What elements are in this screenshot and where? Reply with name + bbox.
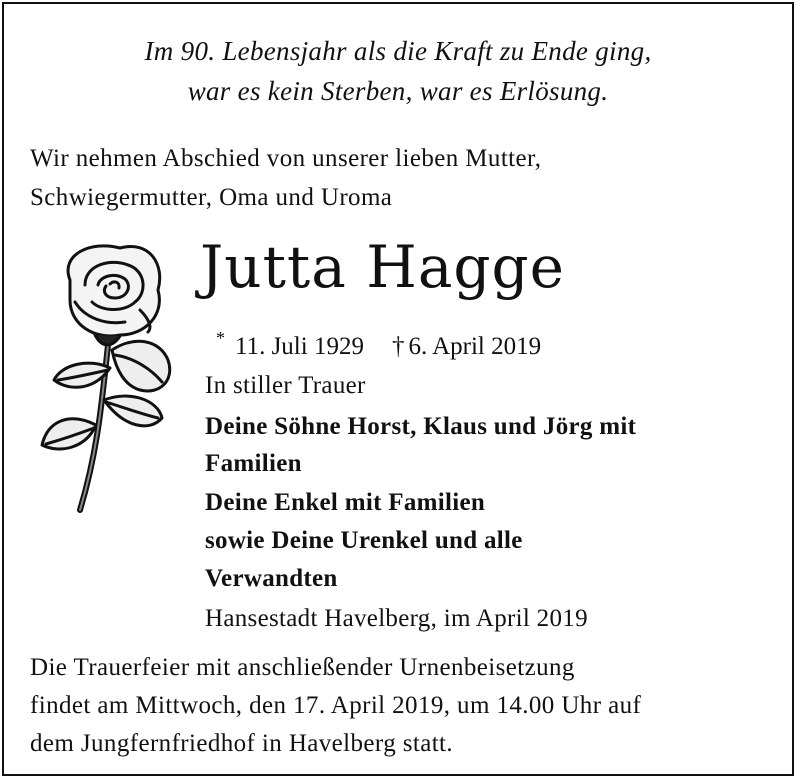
mourners-line-3: Deine Enkel mit Familien [205, 489, 486, 516]
life-dates [216, 328, 541, 361]
place-date: Hansestadt Havelberg, im April 2019 [205, 605, 588, 632]
birth-symbol: * [216, 328, 225, 348]
mourners-line-5: Verwandten [205, 565, 338, 592]
mourners-line-1: Deine Söhne Horst, Klaus und Jörg mit [205, 413, 637, 440]
death-date: 6. April 2019 [408, 333, 542, 360]
intro-line-1: Wir nehmen Abschied von unserer lieben Mutter, [30, 145, 542, 172]
birth-date: 11. Juli 1929 [235, 333, 364, 360]
service-line-1: Die Trauerfeier mit anschließender Urnenbeisetzung [30, 654, 575, 681]
mourning-heading: In stiller Trauer [205, 372, 366, 399]
mourners-line-4: sowie Deine Urenkel und alle [205, 527, 523, 554]
quote-line-2: war es kein Sterben, war es Erlösung. [187, 76, 609, 106]
quote-line-1: Im 90. Lebensjahr als die Kraft zu Ende ging, [144, 36, 652, 66]
intro-line-2: Schwiegermutter, Oma und Uroma [30, 184, 393, 211]
rose-icon [40, 240, 190, 515]
death-symbol: † [391, 333, 405, 360]
service-line-3: dem Jungfernfriedhof in Havelberg statt. [30, 730, 454, 757]
mourners-line-2: Familien [205, 450, 302, 477]
service-line-2: findet am Mittwoch, den 17. April 2019, um 14.00 Uhr auf [30, 692, 642, 719]
deceased-name: Jutta Hagge [200, 233, 565, 301]
